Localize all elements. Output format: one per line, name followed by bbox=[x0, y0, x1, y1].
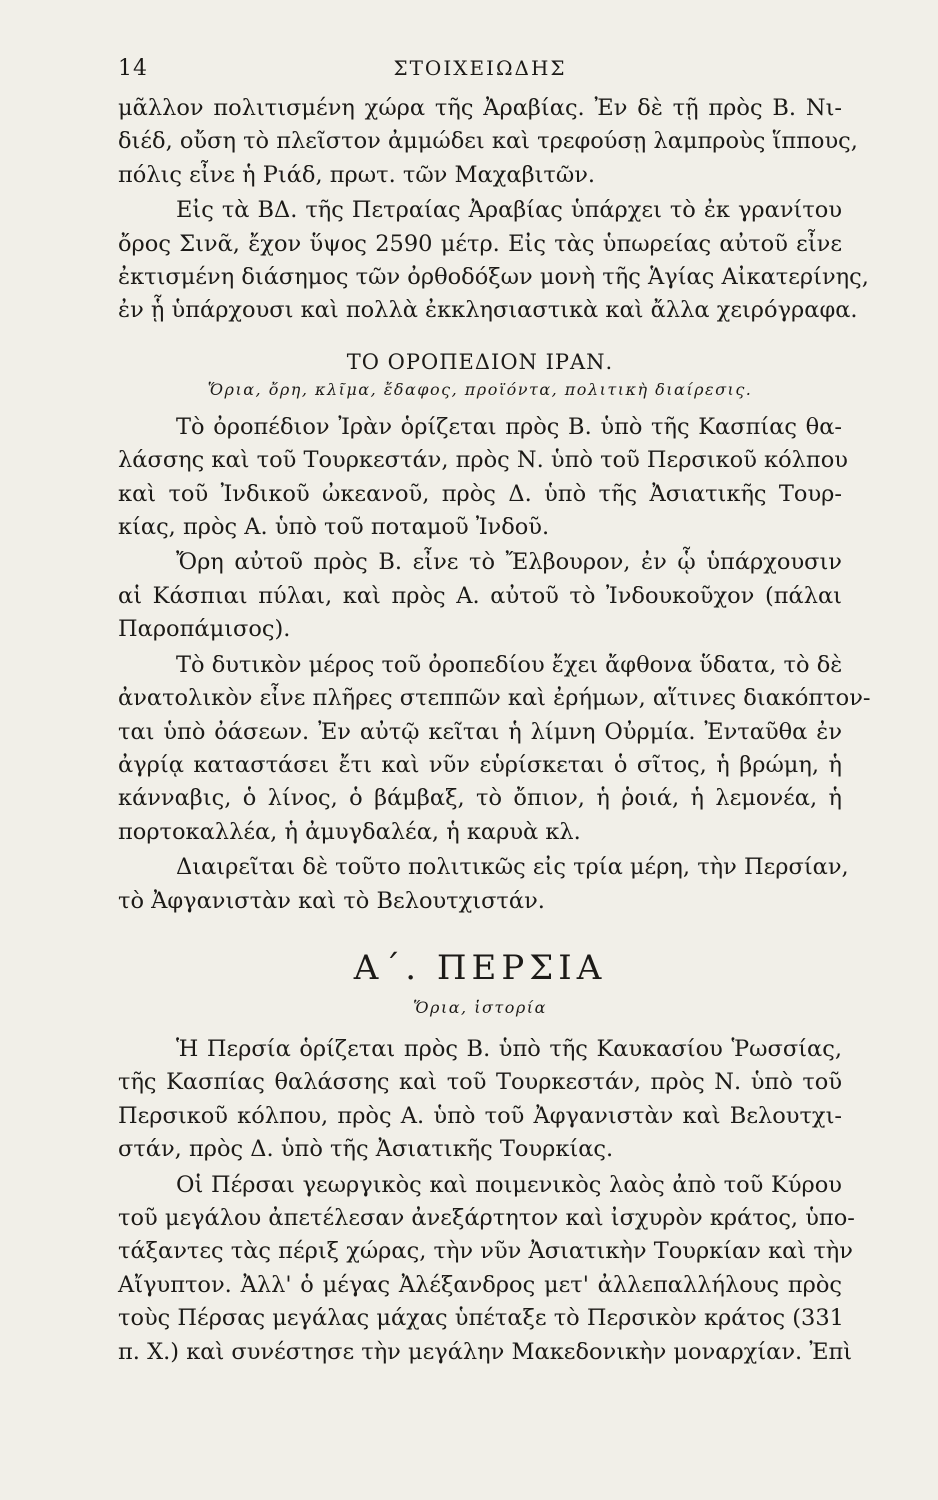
text-line: Αἴγυπτον. Ἀλλ' ὁ μέγας Ἀλέξανδρος μετ' ἀλλεπαλλήλους πρὸς bbox=[118, 1271, 842, 1298]
text-line: Ὄρη αὐτοῦ πρὸς Β. εἶνε τὸ Ἔλβουρον, ἐν ᾧ ὑπάρχουσιν bbox=[176, 549, 842, 576]
sinai-paragraph bbox=[118, 194, 869, 328]
running-head bbox=[118, 48, 842, 92]
text-line: Περσικοῦ κόλπου, πρὸς Α. ὑπὸ τοῦ Ἀφγανιστὰν καὶ Βελουτχι- bbox=[118, 1102, 842, 1129]
text-line: τάξαντες τὰς πέριξ χώρας, τὴν νῦν Ἀσιατικὴν Τουρκίαν καὶ τὴν bbox=[118, 1238, 853, 1265]
text-line: κάνναβις, ὁ λίνος, ὁ βάμβαξ, τὸ ὄπιον, ἡ ῥοιά, ἡ λεμονέα, ἡ bbox=[118, 785, 842, 812]
text-line: Τὸ ὀροπέδιον Ἰρὰν ὁρίζεται πρὸς Β. ὑπὸ τῆς Κασπίας θα- bbox=[176, 413, 842, 440]
text-line: καὶ τοῦ Ἰνδικοῦ ὠκεανοῦ, πρὸς Δ. ὑπὸ τῆς Ἀσιατικῆς Τουρ- bbox=[118, 480, 842, 507]
text-line: πόλις εἶνε ἡ Ριάδ, πρωτ. τῶν Μαχαβιτῶν. bbox=[118, 161, 596, 188]
text-line: πορτοκαλλέα, ἡ ἀμυγδαλέα, ἡ καρυὰ κλ. bbox=[118, 818, 581, 845]
text-line: Οἱ Πέρσαι γεωργικὸς καὶ ποιμενικὸς λαὸς ἀπὸ τοῦ Κύρου bbox=[176, 1171, 842, 1198]
text-line: ται ὑπὸ ὀάσεων. Ἐν αὐτῷ κεῖται ἡ λίμνη Οὐρμία. Ἐνταῦθα ἐν bbox=[118, 718, 842, 745]
chapter-title-persia: Α΄. ΠΕΡΣΙΑ bbox=[353, 947, 607, 988]
text-line: τοὺς Πέρσας μεγάλας μάχας ὑπέταξε τὸ Περσικὸν κράτος (331 bbox=[118, 1305, 844, 1332]
text-line: Διαιρεῖται δὲ τοῦτο πολιτικῶς εἰς τρία μέρη, τὴν Περσίαν, bbox=[176, 854, 849, 881]
text-line: Παροπάμισος). bbox=[118, 616, 291, 643]
text-line: Ἡ Περσία ὁρίζεται πρὸς Β. ὑπὸ τῆς Καυκασίου Ῥωσσίας, bbox=[176, 1035, 842, 1062]
intro-paragraph bbox=[118, 92, 858, 192]
iran-division-paragraph bbox=[118, 851, 849, 918]
persia-history-paragraph bbox=[118, 1169, 855, 1369]
text-line: διέδ, οὔση τὸ πλεῖστον ἀμμώδει καὶ τρεφούσῃ λαμπροὺς ἵππους, bbox=[118, 128, 858, 155]
persia-boundaries-paragraph bbox=[118, 1033, 842, 1167]
text-line: Εἰς τὰ ΒΔ. τῆς Πετραίας Ἀραβίας ὑπάρχει τὸ ἐκ γρανίτου bbox=[176, 197, 842, 224]
text-line: μᾶλλον πολιτισμένη χώρα τῆς Ἀραβίας. Ἐν δὲ τῇ πρὸς Β. Νι- bbox=[118, 95, 842, 121]
chapter-subjects-persia: Ὅρια, ἱστορία bbox=[413, 997, 547, 1017]
text-line: λάσσης καὶ τοῦ Τουρκεστάν, πρὸς Ν. ὑπὸ τοῦ Περσικοῦ κόλπου bbox=[118, 447, 848, 474]
text-line: Τὸ δυτικὸν μέρος τοῦ ὀροπεδίου ἔχει ἄφθονα ὕδατα, τὸ δὲ bbox=[176, 651, 843, 678]
text-line: ὄρος Σινᾶ, ἔχον ὕψος 2590 μέτρ. Εἰς τὰς ὑπωρείας αὐτοῦ εἶνε bbox=[118, 230, 842, 257]
text-line: π. Χ.) καὶ συνέστησε τὴν μεγάλην Μακεδονικὴν μοναρχίαν. Ἐπὶ bbox=[118, 1338, 853, 1365]
section-subjects-iran: Ὅρια, ὄρη, κλῖμα, ἔδαφος, προϊόντα, πολιτικὴ διαίρεσις. bbox=[207, 379, 753, 399]
iran-mountains-paragraph bbox=[118, 546, 842, 646]
text-line: ἀγρίᾳ καταστάσει ἔτι καὶ νῦν εὑρίσκεται ὁ σῖτος, ἡ βρώμη, ἡ bbox=[118, 751, 842, 778]
text-line: τὸ Ἀφγανιστὰν καὶ τὸ Βελουτχιστάν. bbox=[118, 887, 545, 914]
text-line: ἐκτισμένη διάσημος τῶν ὀρθοδόξων μονὴ τῆς Ἁγίας Αἰκατερίνης, bbox=[118, 264, 869, 291]
text-line: ἐν ᾗ ὑπάρχουσι καὶ πολλὰ ἐκκλησιαστικὰ καὶ ἄλλα χειρόγραφα. bbox=[118, 297, 858, 324]
text-line: στάν, πρὸς Δ. ὑπὸ τῆς Ἀσιατικῆς Τουρκίας. bbox=[118, 1136, 614, 1163]
text-line: αἱ Κάσπιαι πύλαι, καὶ πρὸς Α. αὐτοῦ τὸ Ἰνδουκοῦχον (πάλαι bbox=[118, 582, 842, 609]
iran-boundaries-paragraph bbox=[118, 411, 848, 545]
text-line: τοῦ μεγάλου ἀπετέλεσαν ἀνεξάρτητον καὶ ἰσχυρὸν κράτος, ὑπο- bbox=[118, 1204, 855, 1231]
text-line: τῆς Κασπίας θαλάσσης καὶ τοῦ Τουρκεστάν, πρὸς Ν. ὑπὸ τοῦ bbox=[118, 1069, 842, 1096]
running-title: ΣΤΟΙΧΕΙΩΔΗΣ bbox=[393, 56, 567, 80]
text-line: κίας, πρὸς Α. ὑπὸ τοῦ ποταμοῦ Ἰνδοῦ. bbox=[118, 514, 550, 541]
page-number: 14 bbox=[118, 56, 148, 81]
iran-regions-paragraph bbox=[118, 649, 871, 849]
text-line: ἀνατολικὸν εἶνε πλῆρες στεππῶν καὶ ἐρήμων, αἵτινες διακόπτον- bbox=[118, 685, 871, 712]
section-title-iran: ΤΟ ΟΡΟΠΕΔΙΟΝ ΙΡΑΝ. bbox=[346, 349, 614, 374]
